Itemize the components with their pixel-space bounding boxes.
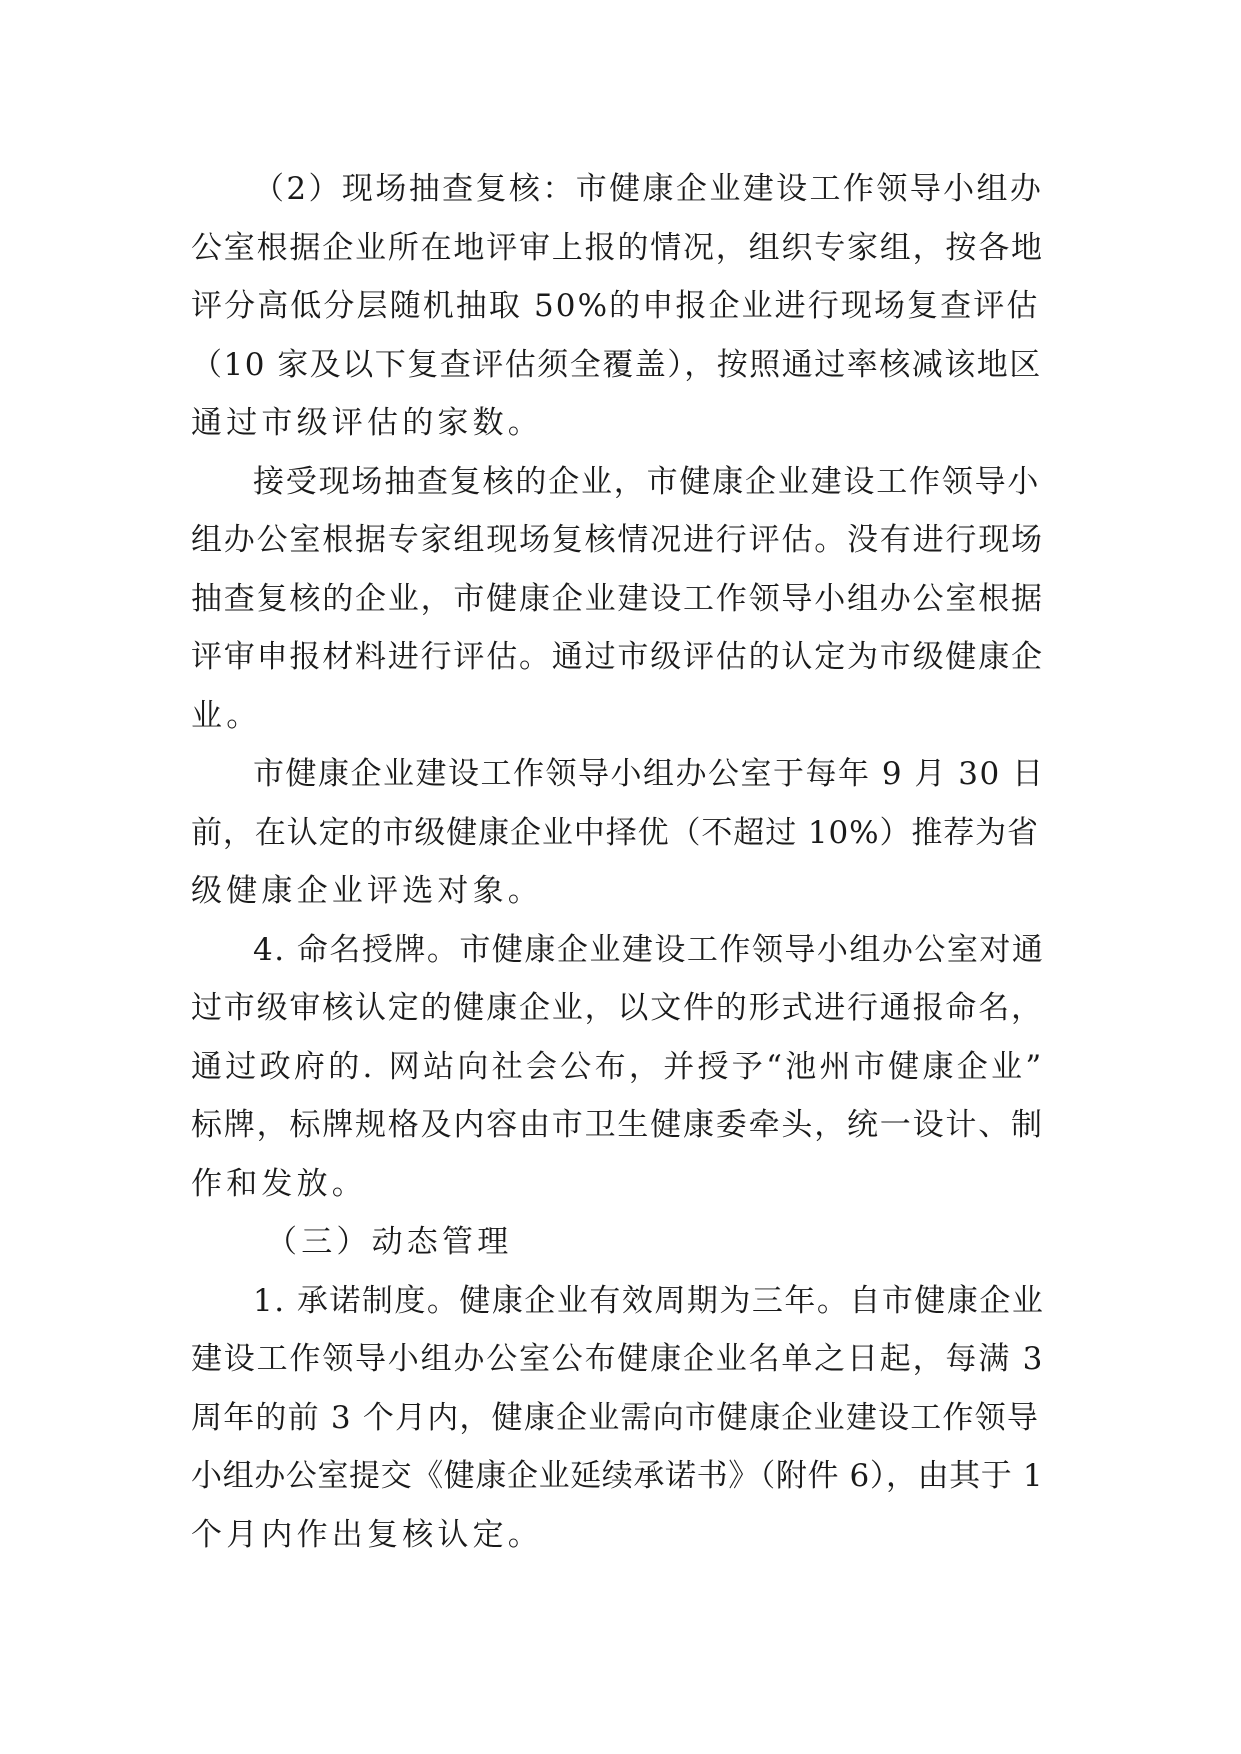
text-line: 评分高低分层随机抽取 50%的申报企业进行现场复查评估 — [191, 288, 1040, 324]
paragraph-commitment-system — [191, 1272, 1046, 1565]
text-line: 标牌，标牌规格及内容由市卫生健康委牵头，统一设计、制 — [191, 1107, 1044, 1143]
paragraph-assessment — [191, 453, 1046, 746]
text-line: 4. 命名授牌。市健康企业建设工作领导小组办公室对通 — [253, 931, 1045, 968]
text-line: 业。 — [191, 697, 262, 734]
heading-line: （三）动态管理 — [266, 1224, 513, 1260]
text-line: 接受现场抽查复核的企业，市健康企业建设工作领导小 — [253, 463, 1041, 500]
text-line: （10 家及以下复查评估须全覆盖），按照通过率核减该地区 — [191, 346, 1042, 383]
document-body — [191, 160, 1046, 1564]
text-line: 小组办公室提交《健康企业延续承诺书》（附件 6），由其于 1 — [191, 1458, 1044, 1494]
text-line: 通过市级评估的家数。 — [191, 405, 543, 441]
text-line: 公室根据企业所在地评审上报的情况，组织专家组，按各地 — [191, 229, 1044, 266]
text-line: 过市级审核认定的健康企业，以文件的形式进行通报命名， — [191, 990, 1044, 1026]
paragraph-provincial-recommendation — [191, 745, 1046, 921]
text-line: 1. 承诺制度。健康企业有效周期为三年。自市健康企业 — [253, 1282, 1045, 1319]
text-line: 级健康企业评选对象。 — [191, 873, 543, 909]
paragraph-naming-and-plaque — [191, 921, 1046, 1214]
text-line: 组办公室根据专家组现场复核情况进行评估。没有进行现场 — [191, 522, 1044, 558]
section-heading-dynamic-management — [191, 1213, 1046, 1272]
text-line: 抽查复核的企业，市健康企业建设工作领导小组办公室根据 — [191, 580, 1044, 617]
text-line: 周年的前 3 个月内，健康企业需向市健康企业建设工作领导 — [191, 1399, 1040, 1436]
text-line: 通过政府的. 网站向社会公布，并授予“池州市健康企业” — [191, 1048, 1045, 1085]
text-line: 市健康企业建设工作领导小组办公室于每年 9 月 30 日 — [253, 756, 1045, 792]
text-line: 建设工作领导小组办公室公布健康企业名单之日起，每满 3 — [191, 1341, 1045, 1377]
paragraph-spot-check-review — [191, 160, 1046, 453]
text-line: （2）现场抽查复核：市健康企业建设工作领导小组办 — [253, 171, 1044, 207]
text-line: 个月内作出复核认定。 — [191, 1516, 543, 1553]
text-line: 作和发放。 — [191, 1165, 367, 1202]
text-line: 评审申报材料进行评估。通过市级评估的认定为市级健康企 — [191, 639, 1044, 675]
text-line: 前，在认定的市级健康企业中择优（不超过 10%）推荐为省 — [191, 814, 1039, 851]
